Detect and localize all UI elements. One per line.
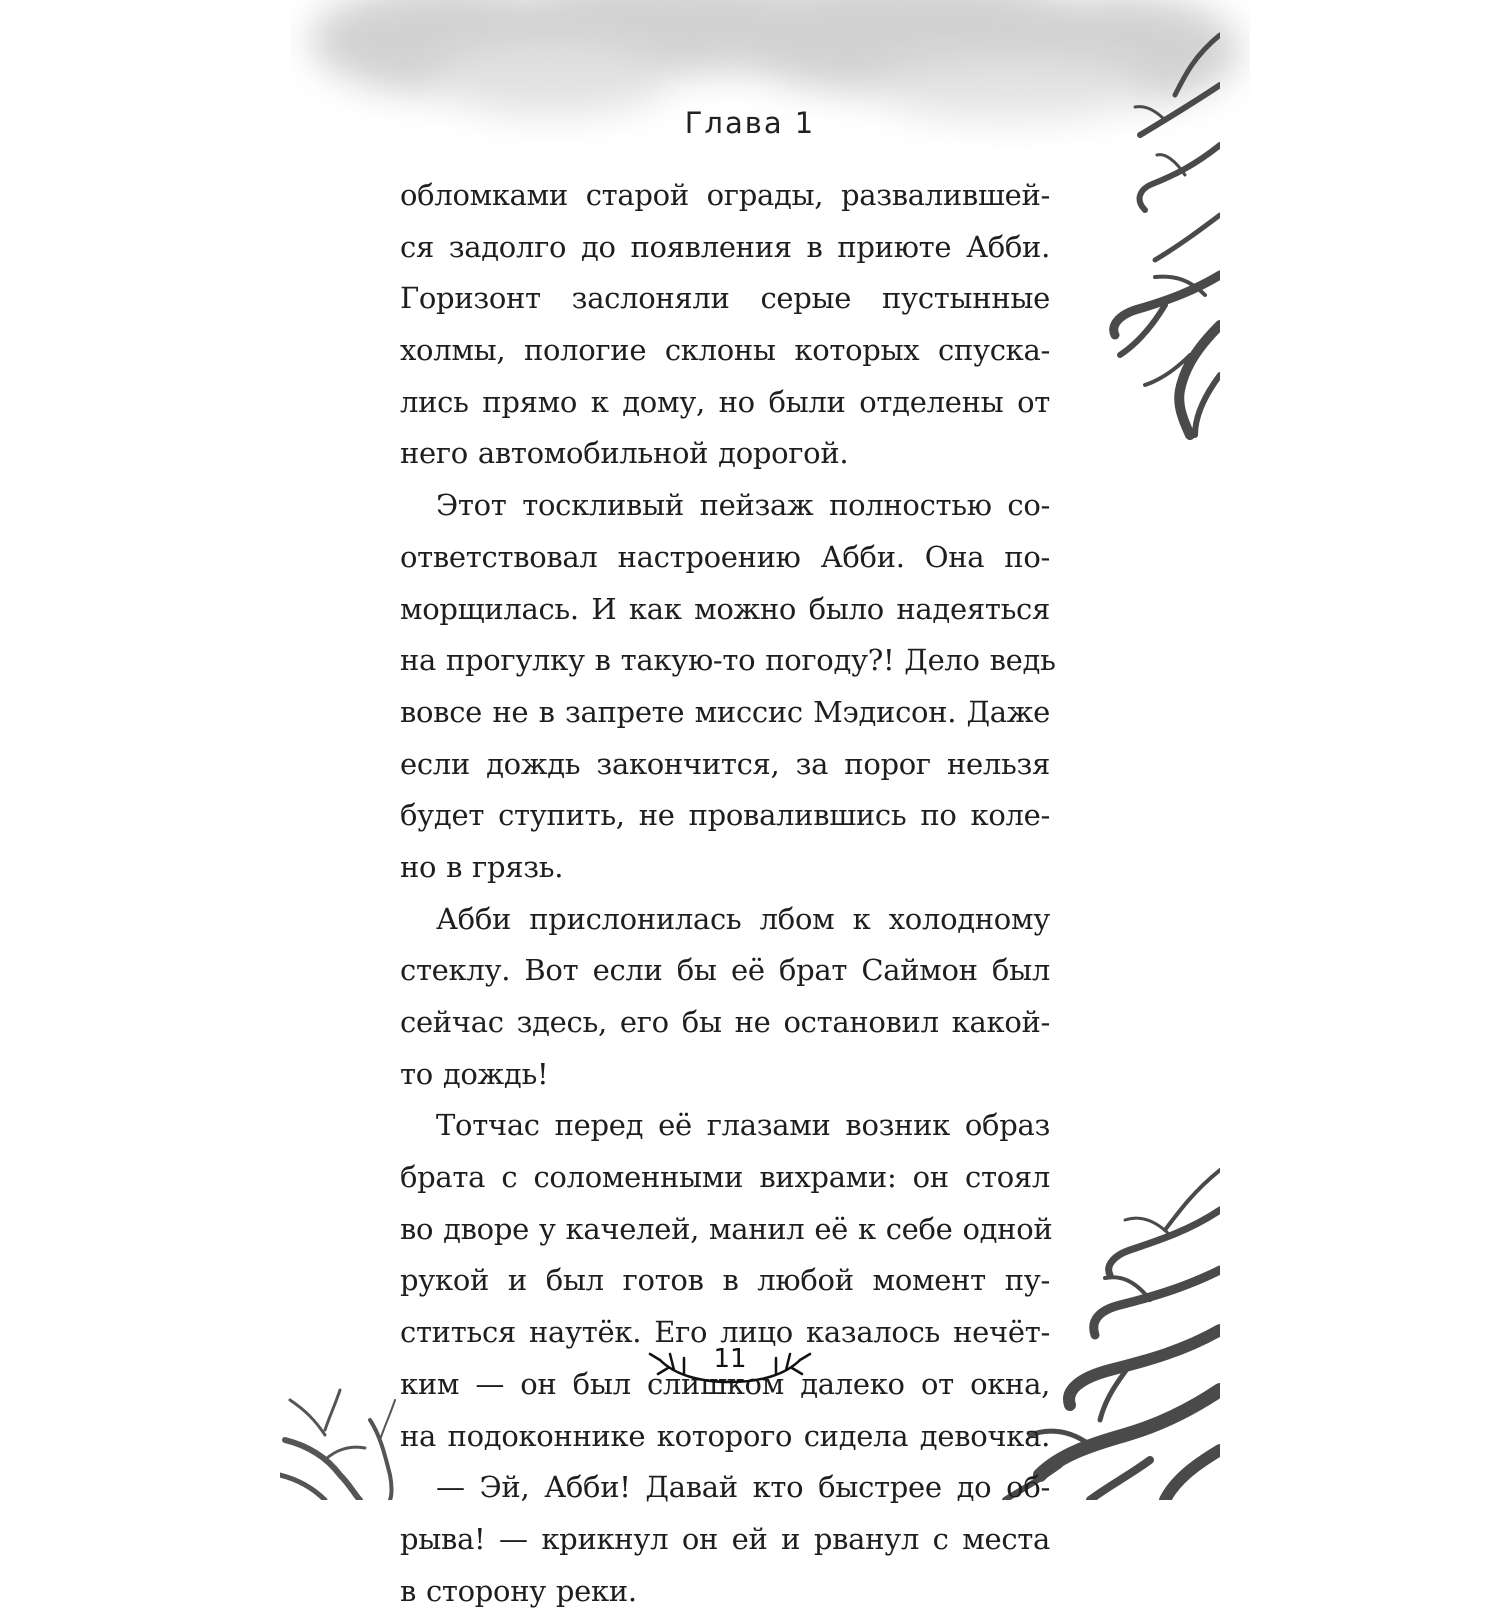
text-line: — Эй, Абби! Давай кто быстрее до об- [436, 1470, 1050, 1505]
text-line: Горизонт заслоняли серые пустынные [400, 281, 1050, 316]
text-line: рукой и был готов в любой момент пу- [400, 1263, 1050, 1298]
text-line: если дождь закончится, за порог нельзя [400, 746, 1050, 781]
text-line: но в грязь. [400, 849, 564, 884]
text-line: ким — он был слишком далеко от окна, [400, 1366, 1050, 1401]
text-line: стеклу. Вот если бы её брат Саймон был [400, 953, 1050, 988]
text-line: холмы, пологие склоны которых спуска- [400, 333, 1050, 368]
text-line: рыва! — крикнул он ей и рванул с места [400, 1521, 1050, 1556]
text-line: будет ступить, не провалившись по коле- [400, 798, 1050, 833]
text-line: ответствовал настроению Абби. Она по- [400, 539, 1050, 574]
tree-branches-left-bottom [280, 1380, 410, 1500]
text-line: ститься наутёк. Его лицо казалось нечёт- [400, 1315, 1050, 1350]
text-line: брата с соломенными вихрами: он стоял [400, 1160, 1050, 1195]
text-line: лись прямо к дому, но были отделены от [400, 384, 1050, 419]
text-line: вовсе не в запрете миссис Мэдисон. Даже [400, 694, 1050, 729]
page-number: 11 [713, 1344, 747, 1374]
text-line: ся задолго до появления в приюте Абби. [400, 229, 1050, 264]
text-line: обломками старой ограды, развалившей- [400, 178, 1050, 212]
text-line: в сторону реки. [400, 1573, 637, 1608]
text-line: морщилась. И как можно было надеяться [400, 591, 1050, 626]
chapter-title: Глава 1 [684, 106, 816, 140]
text-line: на подоконнике которого сидела девочка. [400, 1418, 1050, 1453]
tree-branches-right-top [1095, 25, 1220, 445]
text-line: Абби прислонилась лбом к холодному [436, 901, 1050, 936]
page-footer [640, 1340, 820, 1400]
text-line: то дождь! [400, 1056, 549, 1091]
text-line: Тотчас перед её глазами возник образ [436, 1108, 1050, 1143]
text-line: него автомобильной дорогой. [400, 436, 849, 471]
text-line: во дворе у качелей, манил её к себе одной [400, 1211, 1053, 1246]
text-line: Этот тоскливый пейзаж полностью со- [436, 488, 1050, 523]
text-line: на прогулку в такую-то погоду?! Дело ведь [400, 643, 1056, 678]
text-line: сейчас здесь, его бы не остановил какой- [400, 1005, 1050, 1039]
